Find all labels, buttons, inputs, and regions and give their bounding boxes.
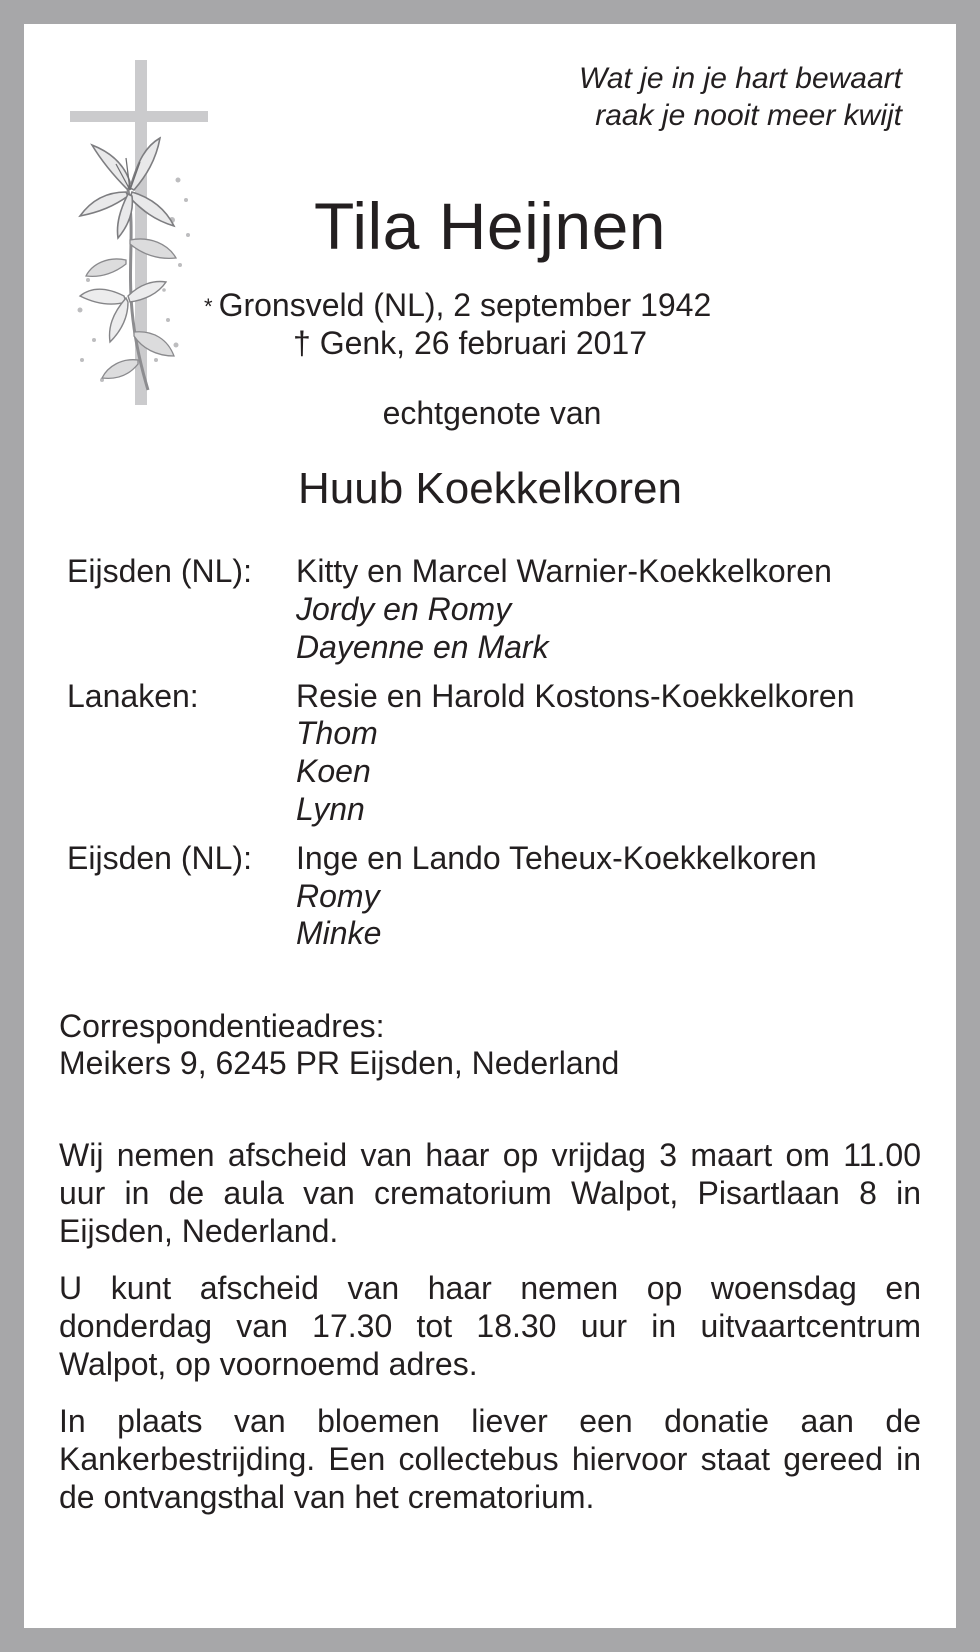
correspondence-address: Meikers 9, 6245 PR Eijsden, Nederland bbox=[59, 1045, 620, 1081]
family-child: Koen bbox=[296, 753, 371, 789]
paragraph-donation: In plaats van bloemen liever een donatie aan de Kankerbestrijding. Een collectebus hiervoor staat gereed in de ontvangsthal van het crematorium. bbox=[59, 1403, 921, 1515]
paragraph-viewing: U kunt afscheid van haar nemen op woensdag en donderdag van 17.30 tot 18.30 uur in uitvaartcentrum Walpot, op voornoemd adres. bbox=[59, 1270, 921, 1382]
birth-details: Gronsveld (NL), 2 september 1942 bbox=[218, 287, 712, 323]
deceased-name: Tila Heijnen bbox=[313, 189, 667, 263]
family-place: Lanaken: bbox=[67, 678, 199, 714]
obituary-card bbox=[24, 24, 956, 1628]
family-couple: Inge en Lando Teheux-Koekkelkoren bbox=[296, 840, 817, 876]
family-couple: Resie en Harold Kostons-Koekkelkoren bbox=[296, 678, 855, 714]
family-place: Eijsden (NL): bbox=[67, 553, 252, 589]
paragraph-ceremony: Wij nemen afscheid van haar op vrijdag 3 maart om 11.00 uur in de aula van crematorium Walpot, Pisartlaan 8 in Eijsden, Nederland. bbox=[59, 1137, 921, 1249]
birth-line bbox=[204, 286, 711, 326]
family-child: Romy bbox=[296, 878, 380, 914]
birth-symbol: * bbox=[204, 294, 213, 319]
spouse-relation: echtgenote van bbox=[382, 395, 602, 431]
spouse-name: Huub Koekkelkoren bbox=[297, 464, 682, 513]
motto-line-2: raak je nooit meer kwijt bbox=[595, 99, 902, 132]
motto bbox=[579, 60, 902, 134]
family-child: Jordy en Romy bbox=[296, 591, 512, 627]
correspondence-label: Correspondentieadres: bbox=[59, 1008, 385, 1044]
family-child: Minke bbox=[296, 915, 382, 951]
family-place: Eijsden (NL): bbox=[67, 840, 252, 876]
family-child: Dayenne en Mark bbox=[296, 629, 549, 665]
motto-line-1: Wat je in je hart bewaart bbox=[579, 62, 902, 95]
family-child: Thom bbox=[296, 715, 378, 751]
family-couple: Kitty en Marcel Warnier-Koekkelkoren bbox=[296, 553, 832, 589]
family-child: Lynn bbox=[296, 791, 365, 827]
death-line: † Genk, 26 februari 2017 bbox=[293, 325, 648, 361]
